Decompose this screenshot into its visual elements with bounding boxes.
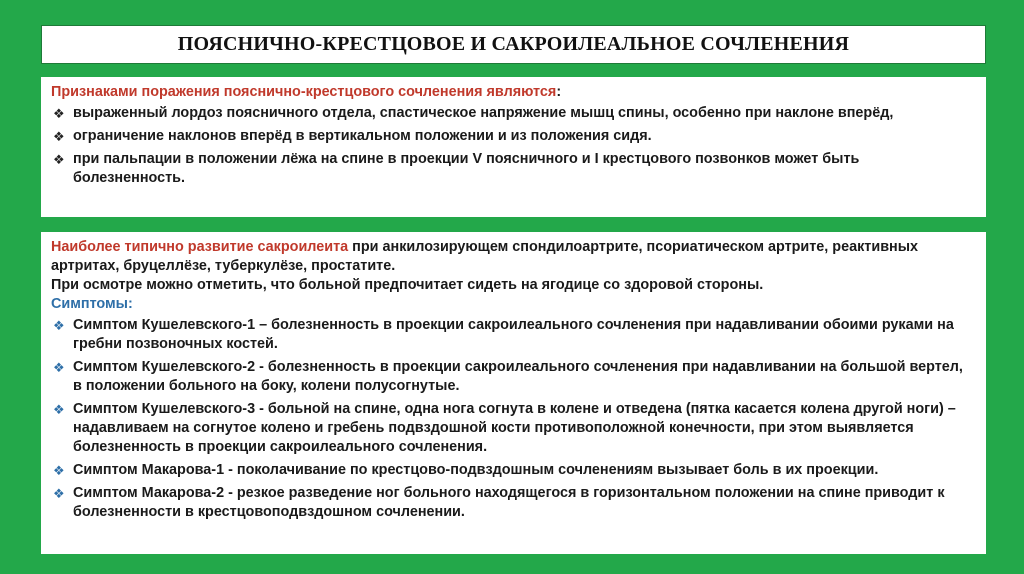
diamond-bullet-icon: ❖ bbox=[53, 318, 65, 333]
list-item bbox=[51, 127, 974, 146]
page-title: ПОЯСНИЧНО-КРЕСТЦОВОЕ И САКРОИЛЕАЛЬНОЕ СОЧЛЕНЕНИЯ bbox=[177, 33, 850, 55]
list-item-text: при пальпации в положении лёжа на спине в проекции V поясничного и I крестцового позвонков может быть болезненность. bbox=[73, 151, 860, 186]
list-item-text: Симптом Кушелевского-1 – болезненность в проекции сакроилеального сочленения при надавливании обоими руками на гребни позвоночных костей. bbox=[73, 317, 954, 352]
symptoms-list bbox=[51, 316, 974, 522]
diamond-bullet-icon: ❖ bbox=[53, 106, 65, 121]
panel1-heading-colon: : bbox=[556, 84, 562, 100]
panel2-intro-highlight: Наиболее типично развитие сакроилеита bbox=[51, 239, 349, 255]
list-item-text: ограничение наклонов вперёд в вертикальном положении и из положения сидя. bbox=[73, 128, 652, 144]
title-box bbox=[41, 25, 986, 64]
diamond-bullet-icon: ❖ bbox=[53, 129, 65, 144]
list-item bbox=[51, 104, 974, 123]
diamond-bullet-icon: ❖ bbox=[53, 463, 65, 478]
diamond-bullet-icon: ❖ bbox=[53, 402, 65, 417]
panel2-intro bbox=[51, 238, 974, 276]
lumbosacral-panel bbox=[41, 77, 986, 217]
list-item-text: Симптом Макарова-1 - поколачивание по крестцово-подвздошным сочленениям вызывает боль в их проекции. bbox=[73, 462, 879, 478]
list-item-text: Симптом Кушелевского-2 - болезненность в проекции сакроилеального сочленения при надавливании на большой вертел, в положении больного на боку, колени полусогнутые. bbox=[73, 359, 963, 394]
list-item-text: Симптом Кушелевского-3 - больной на спине, одна нога согнута в колене и отведена (пятка касается колена другой ноги) – надавливаем на согнутое колено и гребень подвздошной кости противоположной конечности, при этом выявляется болезненность в проекции сакроилеального сочленения. bbox=[73, 401, 956, 455]
diamond-bullet-icon: ❖ bbox=[53, 486, 65, 501]
panel2-intro-text: при анкилозирующем спондилоартрите, псориатическом артрите, реактивных артритах, бруцеллёзе, туберкулёзе, простатите. bbox=[51, 239, 919, 274]
panel1-list bbox=[51, 104, 974, 188]
list-item bbox=[51, 358, 974, 396]
list-item bbox=[51, 400, 974, 457]
symptoms-label: Симптомы: bbox=[51, 296, 133, 312]
list-item bbox=[51, 316, 974, 354]
diamond-bullet-icon: ❖ bbox=[53, 360, 65, 375]
list-item bbox=[51, 484, 974, 522]
sacroiliac-panel bbox=[41, 232, 986, 554]
list-item bbox=[51, 461, 974, 480]
panel2-note: При осмотре можно отметить, что больной предпочитает сидеть на ягодице со здоровой стороны. bbox=[51, 277, 764, 293]
list-item-text: Симптом Макарова-2 - резкое разведение ног больного находящегося в горизонтальном положении на спине приводит к болезненности в крестцовоподвздошном сочленении. bbox=[73, 485, 945, 520]
list-item bbox=[51, 150, 974, 188]
list-item-text: выраженный лордоз поясничного отдела, спастическое напряжение мышц спины, особенно при наклоне вперёд, bbox=[73, 105, 894, 121]
panel1-heading bbox=[51, 83, 974, 102]
panel1-heading-text: Признаками поражения пояснично-крестцового сочленения являются bbox=[51, 84, 557, 100]
diamond-bullet-icon: ❖ bbox=[53, 152, 65, 167]
